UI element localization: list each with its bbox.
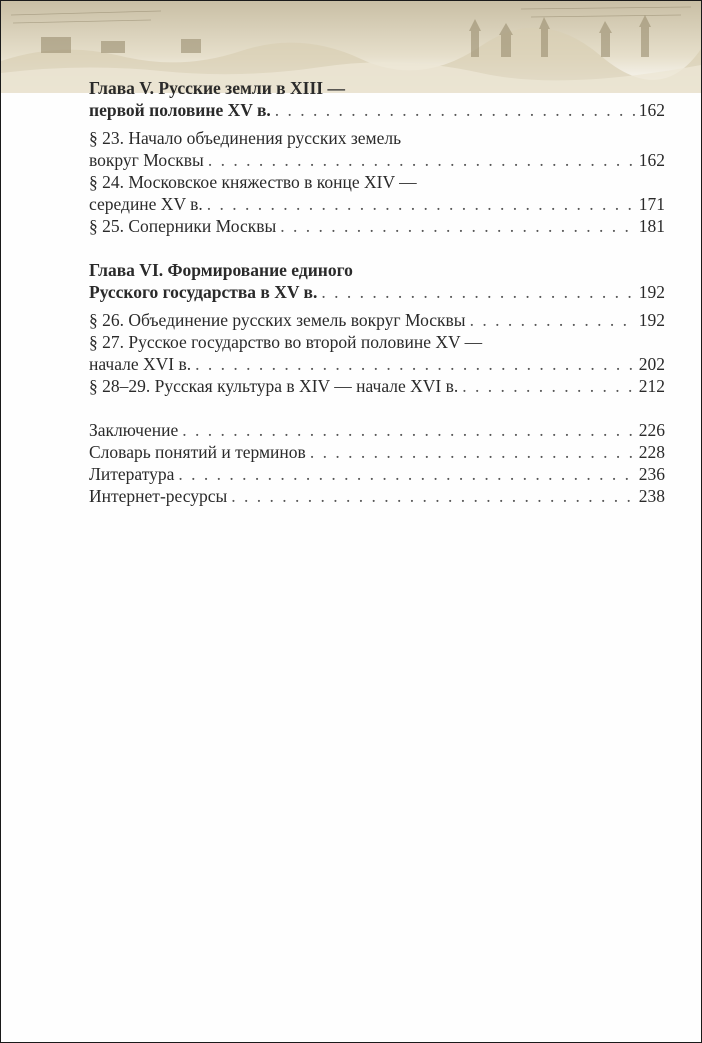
page-number: 192 xyxy=(638,310,665,330)
page-number: 226 xyxy=(638,420,665,440)
page-number: 162 xyxy=(638,100,665,120)
leader-dots xyxy=(271,99,635,121)
leader-dots xyxy=(276,215,635,237)
chapter-6 xyxy=(89,259,665,397)
leader-dots xyxy=(458,375,635,397)
leader-dots xyxy=(317,281,635,303)
leader-dots xyxy=(204,149,635,171)
page-number: 236 xyxy=(638,464,665,484)
toc-entry: § 23. Начало объединения русских земель вокруг Москвы . . . 162 xyxy=(89,127,665,171)
page-number: 192 xyxy=(638,282,665,302)
chapter-6-title-line1: Глава VI. Формирование единого xyxy=(89,260,353,280)
chapter-5-title-line2: первой половине XV в. . . . 162 xyxy=(89,99,665,121)
toc-entry: Заключение . . . 226 xyxy=(89,419,665,441)
leader-dots xyxy=(191,353,635,375)
toc-entry: § 28–29. Русская культура в XIV — начале XVI в. . . . 212 xyxy=(89,375,665,397)
toc-entry: § 25. Соперники Москвы . . . 181 xyxy=(89,215,665,237)
toc-entry: Интернет-ресурсы . . . 238 xyxy=(89,485,665,507)
leader-dots xyxy=(466,309,635,331)
leader-dots xyxy=(178,419,635,441)
back-matter-list xyxy=(89,419,665,507)
page-number: 212 xyxy=(638,376,665,396)
toc-entry: Литература . . . 236 xyxy=(89,463,665,485)
toc-entry: § 24. Московское княжество в конце XIV — середине XV в. . . . 171 xyxy=(89,171,665,215)
page-number: 228 xyxy=(638,442,665,462)
leader-dots xyxy=(306,441,635,463)
leader-dots xyxy=(203,193,635,215)
toc-entry: § 26. Объединение русских земель вокруг Москвы . . . 192 xyxy=(89,309,665,331)
page-number: 202 xyxy=(638,354,665,374)
toc-entry: Словарь понятий и терминов . . . 228 xyxy=(89,441,665,463)
page-number: 181 xyxy=(638,216,665,236)
page-number: 238 xyxy=(638,486,665,506)
chapter-5 xyxy=(89,77,665,237)
chapter-5-title-line1: Глава V. Русские земли в XIII — xyxy=(89,78,345,98)
leader-dots xyxy=(174,463,635,485)
page-number: 162 xyxy=(638,150,665,170)
chapter-6-title-line2: Русского государства в XV в. . . . 192 xyxy=(89,281,665,303)
toc-entry: § 27. Русское государство во второй половине XV — начале XVI в. . . . 202 xyxy=(89,331,665,375)
page-number: 171 xyxy=(638,194,665,214)
leader-dots xyxy=(227,485,635,507)
table-of-contents xyxy=(89,77,665,507)
